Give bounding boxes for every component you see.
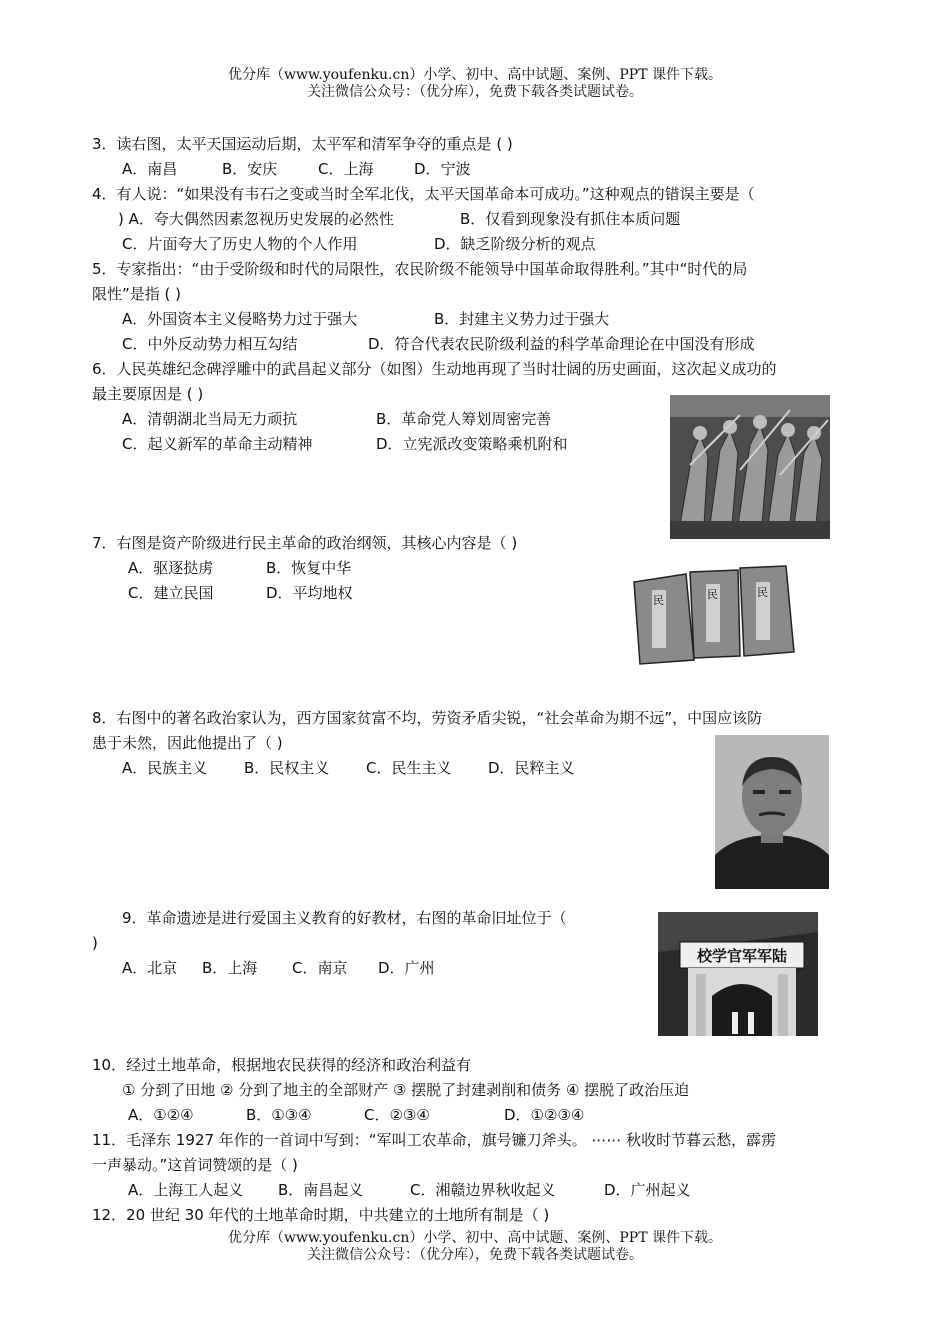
q6-options-row1 — [122, 409, 551, 429]
manifesto-booklets-image — [628, 552, 800, 668]
q12-stem: 12．20 世纪 30 年代的土地革命时期，中共建立的土地所有制是（ ) — [92, 1206, 550, 1224]
q5-option-c[interactable]: C．中外反动势力相互勾结 — [122, 335, 298, 353]
q4-options-row2 — [122, 234, 596, 254]
gate-drawing — [658, 912, 818, 1036]
page-header — [0, 67, 950, 101]
footer-line-1: 优分库（www.youfenku.cn）小学、初中、高中试题、案例、PPT 课件下载。 — [227, 1230, 722, 1246]
military-academy-gate-image — [658, 912, 818, 1036]
q9-option-d[interactable]: D．广州 — [378, 959, 435, 977]
q11-option-b[interactable]: B．南昌起义 — [278, 1181, 364, 1199]
q10-option-a[interactable]: A．①②④ — [128, 1106, 194, 1124]
header-line-1: 优分库（www.youfenku.cn）小学、初中、高中试题、案例、PPT 课件下载。 — [227, 67, 722, 83]
q7-option-d[interactable]: D．平均地权 — [266, 584, 353, 602]
q3-options — [122, 159, 471, 179]
q5-option-d[interactable]: D．符合代表农民阶级利益的科学革命理论在中国没有形成 — [368, 335, 755, 353]
q9-option-c[interactable]: C．南京 — [292, 959, 348, 977]
portrait-photo-image — [715, 735, 829, 889]
q8-option-a[interactable]: A．民族主义 — [122, 759, 208, 777]
booklet-1-label: 民 — [653, 594, 664, 607]
q11-option-d[interactable]: D．广州起义 — [604, 1181, 691, 1199]
page-footer — [0, 1230, 950, 1264]
q6-stem-line1: 6．人民英雄纪念碑浮雕中的武昌起义部分（如图）生动地再现了当时壮阔的历史画面，这次起义成功的 — [92, 360, 777, 378]
q7-options-row2 — [128, 583, 353, 603]
q11-stem-line1: 11．毛泽东 1927 年作的一首词中写到：“军叫工农革命，旗号镰刀斧头。 ⋯⋯ 秋收时节暮云愁，霹雳 — [92, 1131, 777, 1149]
q10-option-c[interactable]: C．②③④ — [364, 1106, 430, 1124]
q10-option-b[interactable]: B．①③④ — [246, 1106, 312, 1124]
q6-option-c[interactable]: C．起义新军的革命主动精神 — [122, 435, 313, 453]
q5-options-row1 — [122, 309, 609, 329]
q6-options-row2 — [122, 434, 568, 454]
q11-option-a[interactable]: A．上海工人起义 — [128, 1181, 244, 1199]
gate-signboard-text: 校学官军军陆 — [696, 947, 788, 965]
q3-option-a[interactable]: A．南昌 — [122, 160, 178, 178]
q6-option-d[interactable]: D．立宪派改变策略乘机附和 — [376, 435, 568, 453]
booklet-2-label: 民 — [707, 588, 718, 601]
q4-option-a[interactable]: ) A．夸大偶然因素忽视历史发展的必然性 — [118, 210, 394, 228]
header-line-2: 关注微信公众号：（优分库），免费下载各类试题试卷。 — [307, 84, 643, 100]
q5-options-row2 — [122, 334, 755, 354]
q10-stem: 10．经过土地革命，根据地农民获得的经济和政治利益有 — [92, 1056, 472, 1074]
q4-stem: 4．有人说：“如果没有韦石之变或当时全军北伐，太平天国革命本可成功。”这种观点的错误主要是（ — [92, 185, 755, 203]
q4-option-b[interactable]: B．仅看到现象没有抓住本质问题 — [460, 210, 681, 228]
q11-options — [128, 1180, 691, 1200]
q7-option-b[interactable]: B．恢复中华 — [266, 559, 352, 577]
q11-option-c[interactable]: C．湘赣边界秋收起义 — [410, 1181, 556, 1199]
q9-option-a[interactable]: A．北京 — [122, 959, 178, 977]
q7-option-a[interactable]: A．驱逐挞虏 — [128, 559, 214, 577]
q10-options — [128, 1105, 584, 1125]
portrait-drawing — [715, 735, 829, 889]
q11-stem-line2: 一声暴动。”这首词赞颂的是（ ) — [92, 1156, 298, 1174]
q5-stem-line1: 5．专家指出：“由于受阶级和时代的局限性，农民阶级不能领导中国革命取得胜利。”其中“时代的局 — [92, 260, 748, 278]
q7-options-row1 — [128, 558, 351, 578]
q3-option-c[interactable]: C．上海 — [318, 160, 374, 178]
q4-option-c[interactable]: C．片面夸大了历史人物的个人作用 — [122, 235, 358, 253]
q8-stem-line1: 8．右图中的著名政治家认为，西方国家贫富不均，劳资矛盾尖锐，“社会革命为期不远”，中国应该防 — [92, 709, 763, 727]
q5-stem-line2: 限性”是指 ( ) — [92, 285, 182, 303]
q5-option-a[interactable]: A．外国资本主义侵略势力过于强大 — [122, 310, 358, 328]
q3-option-b[interactable]: B．安庆 — [222, 160, 278, 178]
q8-options — [122, 758, 575, 778]
q4-options-row1 — [118, 209, 680, 229]
footer-line-2: 关注微信公众号：（优分库），免费下载各类试题试卷。 — [307, 1247, 643, 1263]
q9-option-b[interactable]: B．上海 — [202, 959, 258, 977]
q7-stem: 7．右图是资产阶级进行民主革命的政治纲领，其核心内容是（ ) — [92, 534, 518, 552]
booklet-3-label: 民 — [757, 586, 768, 599]
q8-option-d[interactable]: D．民粹主义 — [488, 759, 575, 777]
q9-stem-line2: ) — [92, 934, 98, 952]
q8-option-b[interactable]: B．民权主义 — [244, 759, 330, 777]
q8-option-c[interactable]: C．民生主义 — [366, 759, 452, 777]
q5-option-b[interactable]: B．封建主义势力过于强大 — [434, 310, 610, 328]
q7-option-c[interactable]: C．建立民国 — [128, 584, 214, 602]
q10-option-d[interactable]: D．①②③④ — [504, 1106, 585, 1124]
relief-sculpture-image — [670, 395, 830, 539]
q6-stem-line2: 最主要原因是 ( ) — [92, 385, 204, 403]
q6-option-b[interactable]: B．革命党人筹划周密完善 — [376, 410, 552, 428]
q9-stem-line1: 9．革命遗迹是进行爱国主义教育的好教材，右图的革命旧址位于（ — [122, 909, 567, 927]
booklets-drawing — [628, 552, 800, 668]
q6-option-a[interactable]: A．清朝湖北当局无力顽抗 — [122, 410, 298, 428]
q4-option-d[interactable]: D．缺乏阶级分析的观点 — [434, 235, 596, 253]
q8-stem-line2: 患于未然，因此他提出了（ ) — [92, 734, 283, 752]
q9-options — [122, 958, 435, 978]
q3-option-d[interactable]: D．宁波 — [414, 160, 471, 178]
relief-sculpture-drawing — [670, 395, 830, 539]
q3-stem: 3．读右图，太平天国运动后期，太平军和清军争夺的重点是 ( ) — [92, 135, 513, 153]
q10-items: ① 分到了田地 ② 分到了地主的全部财产 ③ 摆脱了封建剥削和债务 ④ 摆脱了政治压迫 — [122, 1081, 690, 1099]
